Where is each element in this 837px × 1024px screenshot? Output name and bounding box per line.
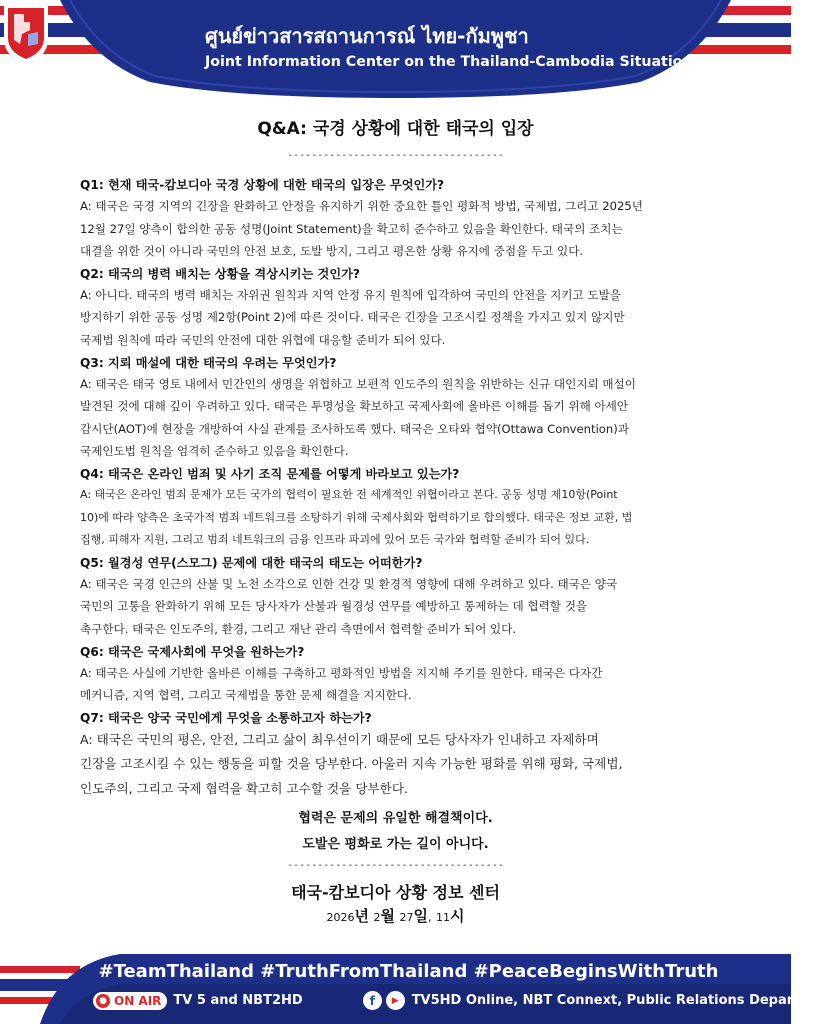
question-4: Q4: 태국은 온라인 범죄 및 사기 조직 문제를 어떻게 바라보고 있는가? <box>80 466 460 481</box>
youtube-icon[interactable] <box>386 991 405 1010</box>
answer-line: 감시단(AOT)에 현장을 개방하여 사실 관계를 조사하도록 했다. 태국은 오타와 협약(Ottawa Convention)과 <box>80 421 629 436</box>
answer-line: 10)에 따라 양측은 초국가적 범죄 네트워크를 소탕하기 위해 국제사회와 협력하기로 합의했다. 태국은 정보 교환, 법 <box>80 510 633 524</box>
date-year-unit: 년 <box>354 907 369 925</box>
youtube-glyph: ▶ <box>391 995 399 1006</box>
issue-date <box>0 905 791 926</box>
answer-line: A: 태국은 태국 영토 내에서 민간인의 생명을 위협하고 보편적 인도주의 원칙을 위반하는 신규 대인지뢰 매설이 <box>80 376 637 391</box>
footer-hashtags: #TeamThailand #TruthFromThailand #PeaceBeginsWithTruth <box>98 961 719 982</box>
answer-line: 국제법 원칙에 따라 국민의 안전에 대한 위협에 대응할 준비가 되어 있다. <box>80 332 446 347</box>
date-day-unit: 일 <box>413 907 429 925</box>
answer-line: A: 태국은 국민의 평온, 안전, 그리고 삶이 최우선이기 때문에 모든 당사자가 인내하고 자제하며 <box>80 731 599 747</box>
answer-line: 집행, 피해자 지원, 그리고 범죄 네트워크의 금융 인프라 파괴에 있어 모든 국가와 협력할 준비가 되어 있다. <box>80 533 590 547</box>
broadcast-icon: ● <box>96 994 110 1008</box>
qa-item-7 <box>80 709 712 802</box>
date-year: 2026 <box>326 911 355 924</box>
answer-line: 12월 27일 양측이 합의한 공동 성명(Joint Statement)을 확고히 준수하고 있음을 확인한다. 태국의 조치는 <box>80 221 623 236</box>
footer-media-row <box>93 991 837 1010</box>
answer-4 <box>80 484 712 552</box>
facebook-icon[interactable] <box>363 991 382 1010</box>
closing-line-2: 도발은 평화로 가는 길이 아니다. <box>302 837 489 852</box>
answer-line: 메커니즘, 지역 협력, 그리고 국제법을 통한 문제 해결을 지지한다. <box>80 688 412 703</box>
answer-line: A: 태국은 온라인 범죄 문제가 모든 국가의 협력이 필요한 전 세계적인 위협이라고 본다. 공동 성명 제10항(Point <box>80 487 618 501</box>
answer-line: 긴장을 고조시킬 수 있는 행동을 피할 것을 당부한다. 아울러 지속 가능한 평화를 위해 평화, 국제법, <box>80 756 623 772</box>
tv-channels: TV 5 and NBT2HD <box>173 993 303 1008</box>
header-title-english: Joint Information Center on the Thailand-Cambodia Situation <box>205 54 693 70</box>
answer-line: A: 태국은 국경 지역의 긴장을 완화하고 안정을 유지하기 위한 중요한 틀인 평화적 방법, 국제법, 그리고 2025년 <box>80 199 643 213</box>
on-air-badge <box>93 992 167 1010</box>
question-2: Q2: 태국의 병력 배치는 상황을 격상시키는 것인가? <box>80 266 360 281</box>
answer-line: A: 태국은 국경 인근의 산불 및 노천 소각으로 인한 건강 및 환경적 영향에 대해 우려하고 있다. 태국은 양국 <box>80 576 618 591</box>
qa-item-6 <box>80 643 712 707</box>
question-5: Q5: 월경성 연무(스모그) 문제에 대한 태국의 태도는 어떠한가? <box>80 555 423 570</box>
footer-banner <box>0 944 791 1024</box>
facebook-glyph: f <box>369 993 375 1008</box>
qa-section <box>80 176 712 803</box>
page-footer <box>0 944 837 1024</box>
answer-2 <box>80 284 712 352</box>
date-hour: 11 <box>436 911 451 924</box>
date-month: 2 <box>373 911 381 924</box>
answer-3 <box>80 373 712 463</box>
header-title-thai: ศูนย์ข่าวสารสถานการณ์ ไทย-กัมพูชา <box>205 24 529 48</box>
qa-item-1 <box>80 176 712 263</box>
question-1: Q1: 현재 태국-캄보디아 국경 상황에 대한 태국의 입장은 무엇인가? <box>80 178 445 192</box>
organization-name: 태국-캄보디아 상황 정보 센터 <box>291 883 500 902</box>
qa-item-4 <box>80 465 712 552</box>
question-3: Q3: 지뢰 매설에 대한 태국의 우려는 무엇인가? <box>80 355 337 370</box>
answer-line: 촉구한다. 태국은 인도주의, 환경, 그리고 재난 관리 측면에서 협력할 준비가 되어 있다. <box>80 621 517 636</box>
answer-line: 발견된 것에 대해 깊이 우려하고 있다. 태국은 투명성을 확보하고 국제사회에 올바른 이해를 돕기 위해 아세안 <box>80 399 629 414</box>
online-channels: TV5HD Online, NBT Connext, Public Relations Department <box>411 993 837 1008</box>
date-hour-unit: 시 <box>450 907 465 925</box>
answer-line: A: 태국은 사실에 기반한 올바른 이해를 구축하고 평화적인 방법을 지지해 주기를 원한다. 태국은 다자간 <box>80 665 603 680</box>
question-6: Q6: 태국은 국제사회에 무엇을 원하는가? <box>80 644 305 659</box>
title-divider: ------------------------------------ <box>287 150 504 161</box>
date-day: 27 <box>399 911 414 924</box>
jic-logo-icon <box>0 0 52 66</box>
on-air-label: ON AIR <box>114 993 162 1008</box>
answer-line: 국제인도법 원칙을 엄격히 준수하고 있음을 확인한다. <box>80 444 349 459</box>
answer-line: A: 아니다. 태국의 병력 배치는 자위권 원칙과 지역 안정 유지 원칙에 입각하여 국민의 안전을 지키고 도발을 <box>80 287 621 302</box>
document-title: Q&A: 국경 상황에 대한 태국의 입장 <box>257 119 534 139</box>
date-month-unit: 월 <box>380 907 395 925</box>
answer-line: 인도주의, 그리고 국제 협력을 확고히 고수할 것을 당부한다. <box>80 780 409 796</box>
answer-6 <box>80 662 712 707</box>
answer-line: 대결을 위한 것이 아니라 국민의 안전 보호, 도발 방지, 그리고 평온한 상황 유지에 중점을 두고 있다. <box>80 244 584 259</box>
answer-5 <box>80 573 712 641</box>
answer-line: 국민의 고통을 완화하기 위해 모든 당사자가 산불과 월경성 연무를 예방하고 통제하는 데 협력할 것을 <box>80 599 588 614</box>
question-7: Q7: 태국은 양국 국민에게 무엇을 소통하고자 하는가? <box>80 710 372 725</box>
qa-item-5 <box>80 554 712 641</box>
answer-7 <box>80 728 712 802</box>
closing-divider: ------------------------------------ <box>287 860 504 871</box>
date-separator: , <box>428 911 432 924</box>
answer-line: 방지하기 위한 공동 성명 제2항(Point 2)에 따른 것이다. 태국은 긴장을 고조시킬 정책을 가지고 있지 않지만 <box>80 310 625 325</box>
answer-1 <box>80 195 712 263</box>
qa-item-3 <box>80 354 712 463</box>
qa-item-2 <box>80 265 712 352</box>
closing-line-1: 협력은 문제의 유일한 해결책이다. <box>298 811 493 826</box>
page-header <box>0 0 791 100</box>
